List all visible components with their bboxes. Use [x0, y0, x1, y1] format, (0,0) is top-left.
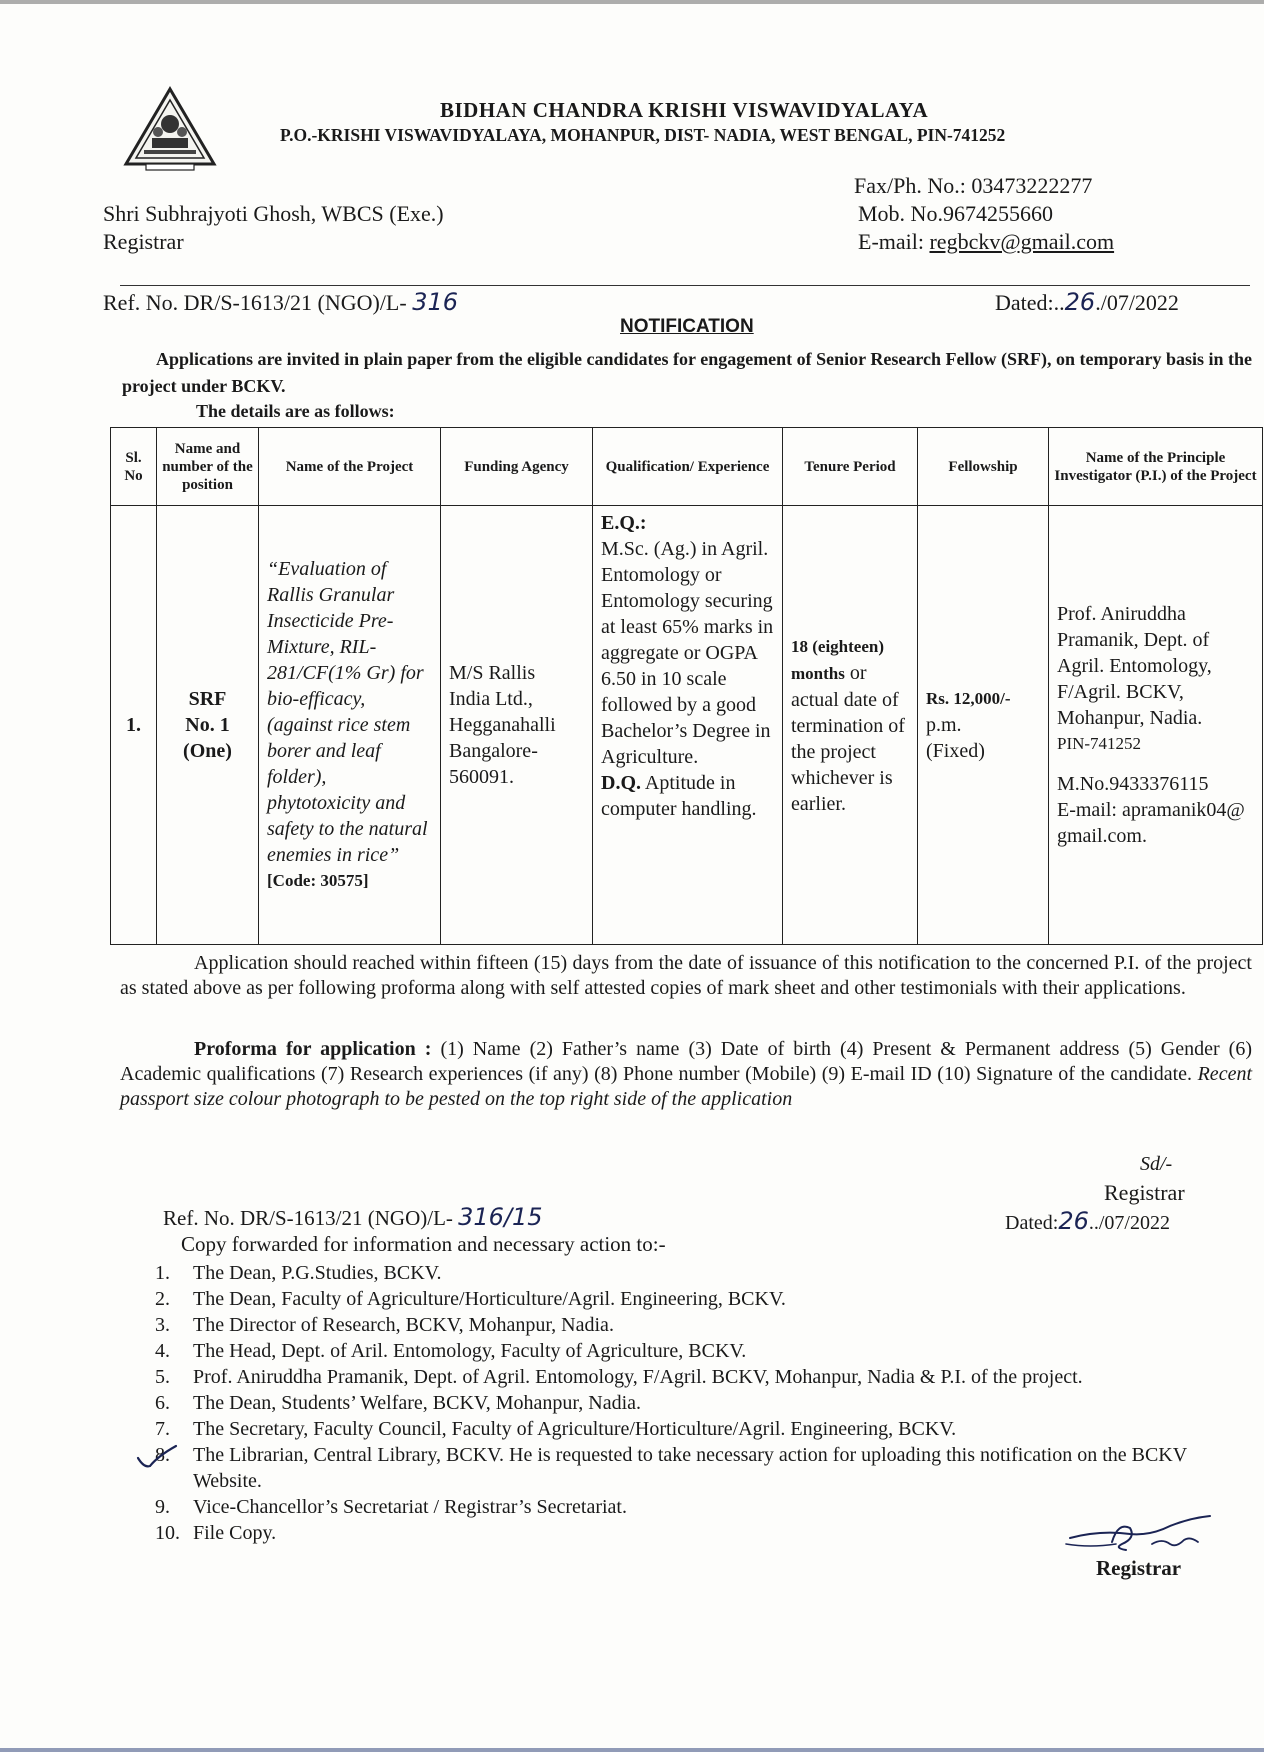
list-item: [155, 1260, 1255, 1286]
dq-text: Aptitude in computer handling.: [601, 772, 757, 820]
proforma-label: Proforma for application :: [194, 1038, 432, 1060]
copy-ref-handwritten-number: 316/15: [458, 1203, 543, 1231]
signoff-date-prefix: Dated:: [1005, 1212, 1059, 1234]
tenure-rest: or actual date of termination of the project whichever is earlier.: [791, 662, 905, 815]
dated-suffix: ./07/2022: [1095, 290, 1179, 315]
funding-line: India Ltd.,: [449, 688, 533, 710]
cell-position: [157, 506, 259, 945]
fellowship-line: (Fixed): [926, 740, 985, 762]
copy-recipients-list: [155, 1260, 1255, 1546]
notification-title: NOTIFICATION: [620, 316, 754, 337]
university-address: P.O.-KRISHI VISWAVIDYALAYA, MOHANPUR, DIST- NADIA, WEST BENGAL, PIN-741252: [280, 125, 1006, 145]
ref-handwritten-number: 316: [412, 288, 459, 316]
reference-number: [103, 288, 458, 316]
list-text: Vice-Chancellor’s Secretariat / Registrar’s Secretariat.: [193, 1496, 627, 1518]
list-number: 2.: [155, 1288, 170, 1310]
project-code: [Code: 30575]: [267, 871, 369, 890]
pi-name: Prof. Aniruddha Pramanik, Dept. of Agril. Entomology, F/Agril. BCKV, Mohanpur, Nadia.: [1057, 603, 1212, 729]
list-text: File Copy.: [193, 1522, 277, 1544]
proforma-text: (1) Name (2) Father’s name (3) Date of birth (4) Present & Permanent address (5) Gender (6) Academic qualifications (7) Research experiences (if any) (8) Phone number (Mobile) (9) E-mail ID (10) Signature of the candidate.: [120, 1038, 1252, 1085]
cell-tenure: [783, 506, 918, 945]
list-text: The Dean, Students’ Welfare, BCKV, Mohanpur, Nadia.: [193, 1392, 642, 1414]
signed-mark: Sd/-: [1140, 1153, 1173, 1175]
list-text: The Librarian, Central Library, BCKV. He is requested to take necessary action for uploading this notification on the BCKV Website.: [193, 1444, 1187, 1492]
cell-qualification: [593, 506, 783, 945]
copy-forwarded-text: Copy forwarded for information and necessary action to:-: [181, 1232, 666, 1256]
pi-email: E-mail: apramanik04@ gmail.com.: [1057, 799, 1245, 847]
position-details-table: [110, 427, 1263, 945]
registrar-name: Shri Subhrajyoti Ghosh, WBCS (Exe.): [103, 201, 444, 226]
university-seal-logo: [122, 86, 218, 172]
cell-principal-investigator: [1049, 506, 1263, 945]
list-number: 5.: [155, 1366, 170, 1388]
dq-line: [601, 770, 774, 822]
funding-line: M/S Rallis: [449, 662, 536, 684]
email-line: [858, 229, 1114, 255]
copy-reference-number: [163, 1203, 543, 1231]
list-number: 7.: [155, 1418, 170, 1440]
list-text: The Secretary, Faculty Council, Faculty of Agriculture/Horticulture/Agril. Engineering, BCKV.: [193, 1418, 957, 1440]
signoff-handwritten-day: 26: [1058, 1207, 1089, 1235]
list-number: 6.: [155, 1392, 170, 1414]
notification-intro: Applications are invited in plain paper from the eligible candidates for engagement of Senior Research Fellow (SRF), on temporary basis in the project under BCKV.: [122, 349, 1252, 396]
dated-handwritten-day: 26: [1064, 288, 1096, 316]
position-line: No. 1: [185, 714, 230, 736]
funding-line: Bangalore-: [449, 740, 538, 762]
project-title: “Evaluation of Rallis Granular Insecticide Pre-Mixture, RIL-281/CF(1% Gr) for bio-efficacy, (against rice stem borer and leaf folder), phytotoxicity and safety to the natural enemies in rice”: [267, 558, 428, 866]
header-sl-no: Sl. No: [111, 428, 157, 506]
registrar-title: Registrar: [103, 229, 184, 254]
list-item: [155, 1312, 1255, 1338]
list-number: 10.: [155, 1522, 180, 1544]
list-text: The Director of Research, BCKV, Mohanpur, Nadia.: [193, 1314, 614, 1336]
funding-line: Hegganahalli: [449, 714, 556, 736]
list-item: [155, 1390, 1255, 1416]
list-number: 8.: [155, 1444, 170, 1466]
list-number: 1.: [155, 1262, 170, 1284]
list-number: 9.: [155, 1496, 170, 1518]
cell-sl-no: 1.: [111, 506, 157, 945]
tenure-duration: 18 (eighteen) months: [791, 637, 885, 683]
fax-phone: Fax/Ph. No.: 03473222277: [854, 173, 1093, 198]
cell-fellowship: [918, 506, 1049, 945]
header-funding-agency: Funding Agency: [441, 428, 593, 506]
list-item: [155, 1286, 1255, 1312]
fellowship-line: p.m.: [926, 714, 962, 736]
list-item: [155, 1364, 1255, 1390]
list-text: The Dean, Faculty of Agriculture/Horticulture/Agril. Engineering, BCKV.: [193, 1288, 786, 1310]
pi-pin: PIN-741252: [1057, 734, 1142, 753]
registrar-signoff: Registrar: [1104, 1180, 1185, 1205]
details-label: The details are as follows:: [196, 401, 395, 421]
registrar-signature-label: Registrar: [1096, 1556, 1182, 1580]
pi-spacer: [1057, 757, 1254, 771]
scan-top-edge: [0, 0, 1264, 4]
eq-text: M.Sc. (Ag.) in Agril. Entomology or Entomology securing at least 65% marks in aggregate or OGPA 6.50 in 10 scale followed by a good Bachelor’s Degree in Agriculture.: [601, 538, 774, 768]
fellowship-amount: Rs. 12,000/-: [926, 689, 1011, 708]
copy-ref-prefix: Ref. No. DR/S-1613/21 (NGO)/L-: [163, 1206, 459, 1230]
list-number: 4.: [155, 1340, 170, 1362]
header-fellowship: Fellowship: [918, 428, 1049, 506]
header-qualification: Qualification/ Experience: [593, 428, 783, 506]
proforma-paragraph: [120, 1037, 1252, 1112]
dq-label: D.Q.: [601, 772, 641, 794]
pi-mobile: M.No.9433376115: [1057, 773, 1209, 795]
email-link[interactable]: regbckv@gmail.com: [929, 229, 1115, 254]
list-item: [155, 1442, 1255, 1494]
list-item: [155, 1416, 1255, 1442]
signoff-date: [1005, 1207, 1170, 1235]
mobile-number: Mob. No.9674255660: [858, 201, 1053, 226]
position-line: SRF: [188, 688, 227, 710]
signoff-date-suffix: ../07/2022: [1088, 1212, 1170, 1234]
list-item: [155, 1338, 1255, 1364]
header-divider: [120, 285, 1250, 286]
header-tenure: Tenure Period: [783, 428, 918, 506]
list-text: The Head, Dept. of Aril. Entomology, Faculty of Agriculture, BCKV.: [193, 1340, 747, 1362]
header-principal-investigator: Name of the Principle Investigator (P.I.) of the Project: [1049, 428, 1263, 506]
table-header-row: [111, 428, 1263, 506]
position-line: (One): [183, 740, 232, 762]
cell-funding-agency: [441, 506, 593, 945]
scan-bottom-edge: [0, 1748, 1264, 1752]
ref-prefix: Ref. No. DR/S-1613/21 (NGO)/L-: [103, 290, 413, 315]
table-row: [111, 506, 1263, 945]
dated-prefix: Dated:..: [995, 290, 1065, 315]
funding-line: 560091.: [449, 766, 514, 788]
header-position: Name and number of the position: [157, 428, 259, 506]
handwritten-tick-mark-icon: [136, 1442, 180, 1472]
date-line: [995, 288, 1179, 316]
cell-project: [259, 506, 441, 945]
header-project: Name of the Project: [259, 428, 441, 506]
list-text: The Dean, P.G.Studies, BCKV.: [193, 1262, 442, 1284]
email-label: E-mail:: [858, 229, 930, 254]
eq-label: E.Q.:: [601, 512, 647, 534]
list-number: 3.: [155, 1314, 170, 1336]
application-paragraph: Application should reached within fifteen (15) days from the date of issuance of this notification to the concerned P.I. of the project as stated above as per following proforma along with self attested copies of mark sheet and other testimonials with their applications.: [120, 952, 1252, 999]
proforma-photo-note: Recent passport size colour photograph to be pested on the top right side of the application: [120, 1063, 1252, 1110]
university-name: BIDHAN CHANDRA KRISHI VISWAVIDYALAYA: [440, 98, 929, 122]
list-text: Prof. Aniruddha Pramanik, Dept. of Agril. Entomology, F/Agril. BCKV, Mohanpur, Nadia & P.I. of the project.: [193, 1366, 1083, 1388]
